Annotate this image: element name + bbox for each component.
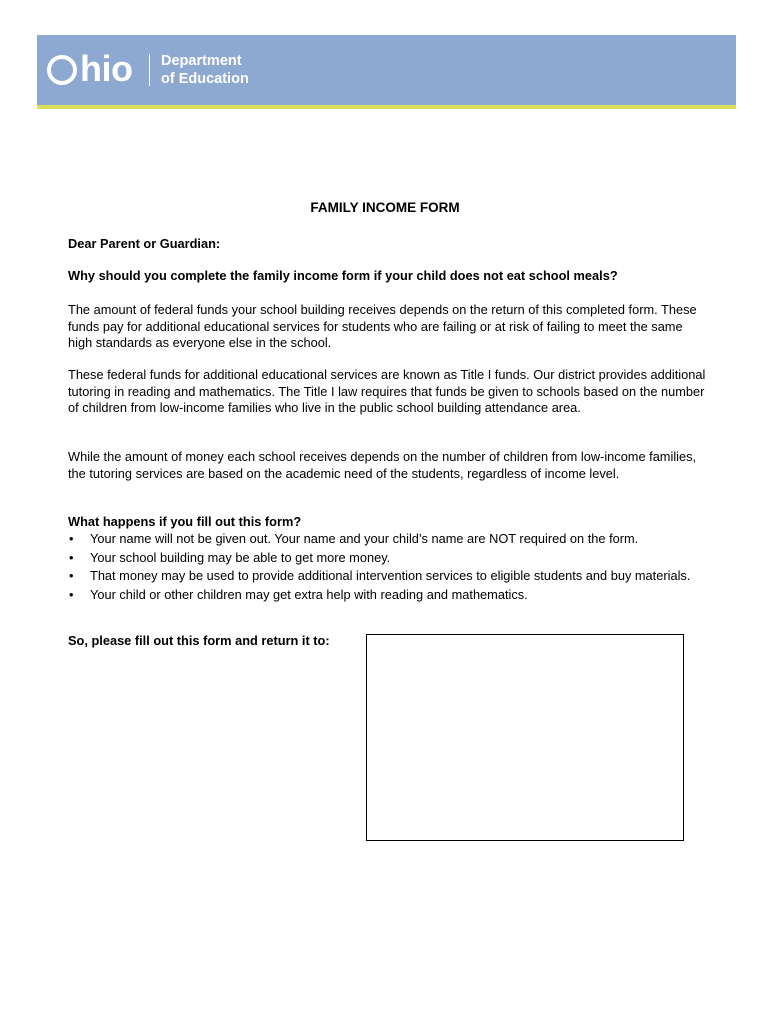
list-item-text: Your name will not be given out. Your name and your child’s name are NOT required on the form. (90, 531, 639, 546)
form-title: FAMILY INCOME FORM (310, 200, 460, 215)
paragraph-1: The amount of federal funds your school building receives depends on the return of this completed form. These funds pay for additional educational services for students who are failing or at risk of failing to meet the same high standards as everyone else in the school. (68, 302, 697, 350)
header-banner (37, 35, 736, 109)
paragraph-3: While the amount of money each school receives depends on the number of children from low-income families, the tutoring services are based on the academic need of the students, regardless of income level. (68, 449, 697, 481)
return-address-box[interactable] (366, 634, 684, 841)
list-item-text: Your child or other children may get extra help with reading and mathematics. (90, 586, 528, 602)
ohio-logo-text: hio (80, 48, 133, 89)
paragraph-2: These federal funds for additional educational services are known as Title I funds. Our district provides additional tutoring in reading and mathematics. The Title I law requires that funds be given to schools based on the number of children from low-income families who live in the public school building attendance area. (68, 367, 706, 415)
logo-divider (149, 54, 150, 86)
list-item-text: That money may be used to provide additional intervention services to eligible students and buy materials. (90, 568, 691, 583)
benefits-list (68, 531, 708, 605)
ohio-logo (47, 49, 132, 89)
list-item (68, 587, 708, 604)
greeting: Dear Parent or Guardian: (68, 236, 221, 251)
bullet-icon: • (69, 549, 74, 565)
bullet-icon: • (69, 531, 74, 546)
department-line-1: Department (161, 53, 242, 69)
bullet-icon: • (69, 568, 74, 583)
department-line-2: of Education (161, 71, 249, 87)
question-heading: Why should you complete the family income form if your child does not eat school meals? (68, 268, 618, 283)
ohio-logo-o-mark (47, 55, 77, 85)
list-item (68, 550, 708, 567)
what-happens-heading: What happens if you fill out this form? (68, 514, 302, 529)
list-item (68, 531, 708, 548)
list-item (68, 568, 708, 585)
department-name (161, 52, 249, 88)
list-item-text: Your school building may be able to get more money. (90, 549, 391, 565)
return-to-label: So, please fill out this form and return it to: (68, 633, 330, 648)
bullet-icon: • (69, 586, 74, 602)
